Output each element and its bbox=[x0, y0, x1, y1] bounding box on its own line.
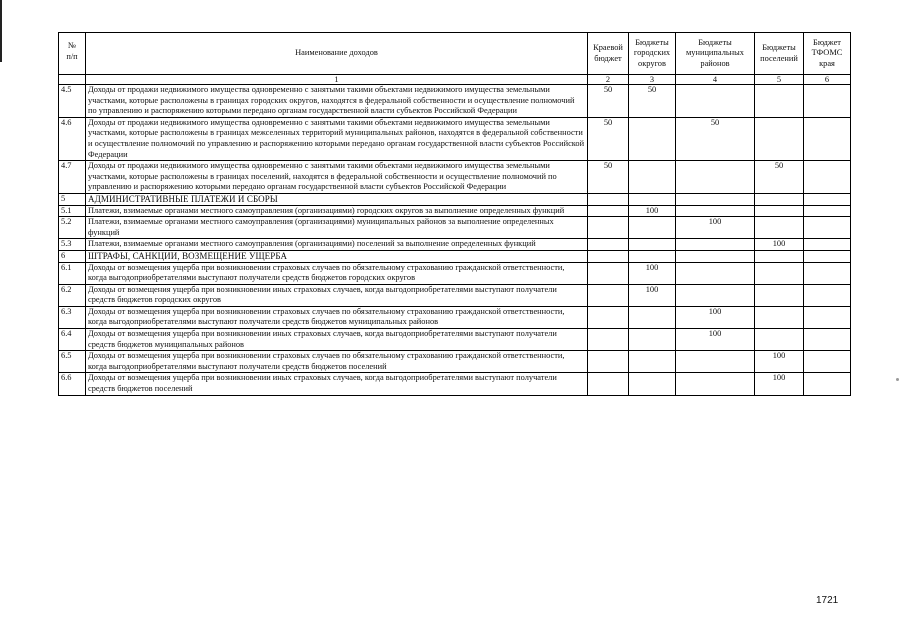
municipal-districts-share bbox=[676, 373, 755, 395]
row-number: 5.2 bbox=[59, 217, 86, 239]
row-number: 4.6 bbox=[59, 117, 86, 160]
settlements-share bbox=[755, 205, 804, 217]
municipal-districts-share bbox=[676, 262, 755, 284]
section-title: АДМИНИСТРАТИВНЫЕ ПЛАТЕЖИ И СБОРЫ bbox=[86, 193, 588, 205]
header-number: № п/п bbox=[59, 33, 86, 75]
column-number-row bbox=[59, 75, 851, 85]
revenue-name: Доходы от продажи недвижимого имущества одновременно с занятыми такими объектами недвижимого имущества земельными участками, которые расположены в границах поселений, находятся в федеральной собственности и осуществление полномочий по управлению и распоряжению которыми передано органам государственной власти субъектов Российской Федерации bbox=[86, 161, 588, 194]
page-number: 1721 bbox=[816, 595, 839, 606]
scan-speck bbox=[896, 378, 899, 381]
regional-budget-share bbox=[588, 306, 629, 328]
section-row bbox=[59, 250, 851, 262]
city-districts-share bbox=[629, 239, 676, 251]
tfoms-share bbox=[804, 205, 851, 217]
row-number: 6.3 bbox=[59, 306, 86, 328]
revenue-name: Доходы от возмещения ущерба при возникновении иных страховых случаев, когда выгодоприобретателями выступают получатели средств бюджетов поселений bbox=[86, 373, 588, 395]
column-number: 2 bbox=[588, 75, 629, 85]
table-row bbox=[59, 284, 851, 306]
regional-budget-share bbox=[588, 250, 629, 262]
revenue-name: Платежи, взимаемые органами местного самоуправления (организациями) муниципальных районов за выполнение определенных функций bbox=[86, 217, 588, 239]
city-districts-share: 100 bbox=[629, 205, 676, 217]
city-districts-share: 100 bbox=[629, 284, 676, 306]
table-row bbox=[59, 351, 851, 373]
regional-budget-share bbox=[588, 239, 629, 251]
row-number: 5 bbox=[59, 193, 86, 205]
row-number: 6.6 bbox=[59, 373, 86, 395]
tfoms-share bbox=[804, 161, 851, 194]
header-settlements-budgets: Бюджеты поселений bbox=[755, 33, 804, 75]
table-row bbox=[59, 217, 851, 239]
revenue-name: Доходы от возмещения ущерба при возникновении страховых случаев по обязательному страхованию гражданской ответственности, когда выгодоприобретателями выступают получатели средств бюджетов городских округов bbox=[86, 262, 588, 284]
section-title: ШТРАФЫ, САНКЦИИ, ВОЗМЕЩЕНИЕ УЩЕРБА bbox=[86, 250, 588, 262]
city-districts-share: 50 bbox=[629, 85, 676, 118]
header-municipal-districts-budgets: Бюджеты муниципальных районов bbox=[676, 33, 755, 75]
settlements-share: 100 bbox=[755, 373, 804, 395]
tfoms-share bbox=[804, 262, 851, 284]
municipal-districts-share bbox=[676, 239, 755, 251]
column-number: 4 bbox=[676, 75, 755, 85]
municipal-districts-share bbox=[676, 161, 755, 194]
city-districts-share bbox=[629, 117, 676, 160]
row-number: 6.1 bbox=[59, 262, 86, 284]
tfoms-share bbox=[804, 193, 851, 205]
revenue-name: Доходы от продажи недвижимого имущества одновременно с занятыми такими объектами недвижимого имущества земельными участками, которые расположены в границах межселенных территорий муниципальных районов, находятся в федеральной собственности и осуществление полномочий по управлению и распоряжению которыми передано органам государственной власти субъектов Российской Федерации bbox=[86, 117, 588, 160]
revenue-name: Доходы от продажи недвижимого имущества одновременно с занятыми такими объектами недвижимого имущества земельными участками, которые расположены в границах городских округов, находятся в федеральной собственности и осуществление полномочий по управлению и распоряжению которыми передано органам государственной власти субъектов Российской Федерации bbox=[86, 85, 588, 118]
municipal-districts-share bbox=[676, 351, 755, 373]
revenue-name: Доходы от возмещения ущерба при возникновении страховых случаев по обязательному страхованию гражданской ответственности, когда выгодоприобретателями выступают получатели средств бюджетов муниципальных районов bbox=[86, 306, 588, 328]
municipal-districts-share: 100 bbox=[676, 329, 755, 351]
table-row bbox=[59, 262, 851, 284]
city-districts-share bbox=[629, 329, 676, 351]
settlements-share bbox=[755, 284, 804, 306]
column-number: 6 bbox=[804, 75, 851, 85]
column-number: 5 bbox=[755, 75, 804, 85]
municipal-districts-share bbox=[676, 250, 755, 262]
settlements-share bbox=[755, 262, 804, 284]
regional-budget-share bbox=[588, 284, 629, 306]
regional-budget-share bbox=[588, 193, 629, 205]
tfoms-share bbox=[804, 250, 851, 262]
municipal-districts-share: 100 bbox=[676, 217, 755, 239]
row-number: 4.7 bbox=[59, 161, 86, 194]
regional-budget-share: 50 bbox=[588, 85, 629, 118]
row-number: 6.2 bbox=[59, 284, 86, 306]
city-districts-share bbox=[629, 250, 676, 262]
scan-margin-line bbox=[0, 0, 2, 62]
tfoms-share bbox=[804, 284, 851, 306]
tfoms-share bbox=[804, 329, 851, 351]
settlements-share: 50 bbox=[755, 161, 804, 194]
table-row bbox=[59, 161, 851, 194]
column-number: 3 bbox=[629, 75, 676, 85]
row-number: 5.1 bbox=[59, 205, 86, 217]
regional-budget-share bbox=[588, 329, 629, 351]
header-tfoms-budget: Бюджет ТФОМС края bbox=[804, 33, 851, 75]
municipal-districts-share bbox=[676, 85, 755, 118]
table-row bbox=[59, 306, 851, 328]
tfoms-share bbox=[804, 351, 851, 373]
column-number: 1 bbox=[86, 75, 588, 85]
municipal-districts-share: 100 bbox=[676, 306, 755, 328]
tfoms-share bbox=[804, 117, 851, 160]
regional-budget-share bbox=[588, 351, 629, 373]
municipal-districts-share: 50 bbox=[676, 117, 755, 160]
header-regional-budget: Краевой бюджет bbox=[588, 33, 629, 75]
revenue-name: Платежи, взимаемые органами местного самоуправления (организациями) городских округов за выполнение определенных функций bbox=[86, 205, 588, 217]
table-row bbox=[59, 239, 851, 251]
header-city-districts-budgets: Бюджеты городских округов bbox=[629, 33, 676, 75]
settlements-share bbox=[755, 217, 804, 239]
column-number bbox=[59, 75, 86, 85]
municipal-districts-share bbox=[676, 284, 755, 306]
city-districts-share bbox=[629, 351, 676, 373]
revenue-distribution-table bbox=[58, 32, 851, 396]
municipal-districts-share bbox=[676, 193, 755, 205]
table-header-row bbox=[59, 33, 851, 75]
settlements-share bbox=[755, 85, 804, 118]
regional-budget-share: 50 bbox=[588, 161, 629, 194]
settlements-share: 100 bbox=[755, 239, 804, 251]
city-districts-share bbox=[629, 217, 676, 239]
regional-budget-share bbox=[588, 373, 629, 395]
table-row bbox=[59, 117, 851, 160]
city-districts-share bbox=[629, 161, 676, 194]
settlements-share bbox=[755, 329, 804, 351]
row-number: 6 bbox=[59, 250, 86, 262]
tfoms-share bbox=[804, 373, 851, 395]
section-row bbox=[59, 193, 851, 205]
settlements-share bbox=[755, 306, 804, 328]
municipal-districts-share bbox=[676, 205, 755, 217]
regional-budget-share: 50 bbox=[588, 117, 629, 160]
regional-budget-share bbox=[588, 205, 629, 217]
row-number: 6.5 bbox=[59, 351, 86, 373]
revenue-name: Доходы от возмещения ущерба при возникновении страховых случаев по обязательному страхованию гражданской ответственности, когда выгодоприобретателями выступают получатели средств бюджетов поселений bbox=[86, 351, 588, 373]
settlements-share bbox=[755, 193, 804, 205]
tfoms-share bbox=[804, 239, 851, 251]
revenue-name: Платежи, взимаемые органами местного самоуправления (организациями) поселений за выполнение определенных функций bbox=[86, 239, 588, 251]
revenue-name: Доходы от возмещения ущерба при возникновении иных страховых случаев, когда выгодоприобретателями выступают получатели средств бюджетов муниципальных районов bbox=[86, 329, 588, 351]
city-districts-share bbox=[629, 306, 676, 328]
settlements-share: 100 bbox=[755, 351, 804, 373]
city-districts-share bbox=[629, 193, 676, 205]
table-row bbox=[59, 85, 851, 118]
settlements-share bbox=[755, 117, 804, 160]
regional-budget-share bbox=[588, 217, 629, 239]
table-row bbox=[59, 373, 851, 395]
regional-budget-share bbox=[588, 262, 629, 284]
tfoms-share bbox=[804, 217, 851, 239]
row-number: 5.3 bbox=[59, 239, 86, 251]
city-districts-share bbox=[629, 373, 676, 395]
header-revenue-name: Наименование доходов bbox=[86, 33, 588, 75]
row-number: 6.4 bbox=[59, 329, 86, 351]
table-row bbox=[59, 205, 851, 217]
revenue-name: Доходы от возмещения ущерба при возникновении иных страховых случаев, когда выгодоприобретателями выступают получатели средств бюджетов городских округов bbox=[86, 284, 588, 306]
tfoms-share bbox=[804, 306, 851, 328]
city-districts-share: 100 bbox=[629, 262, 676, 284]
table-row bbox=[59, 329, 851, 351]
settlements-share bbox=[755, 250, 804, 262]
row-number: 4.5 bbox=[59, 85, 86, 118]
tfoms-share bbox=[804, 85, 851, 118]
